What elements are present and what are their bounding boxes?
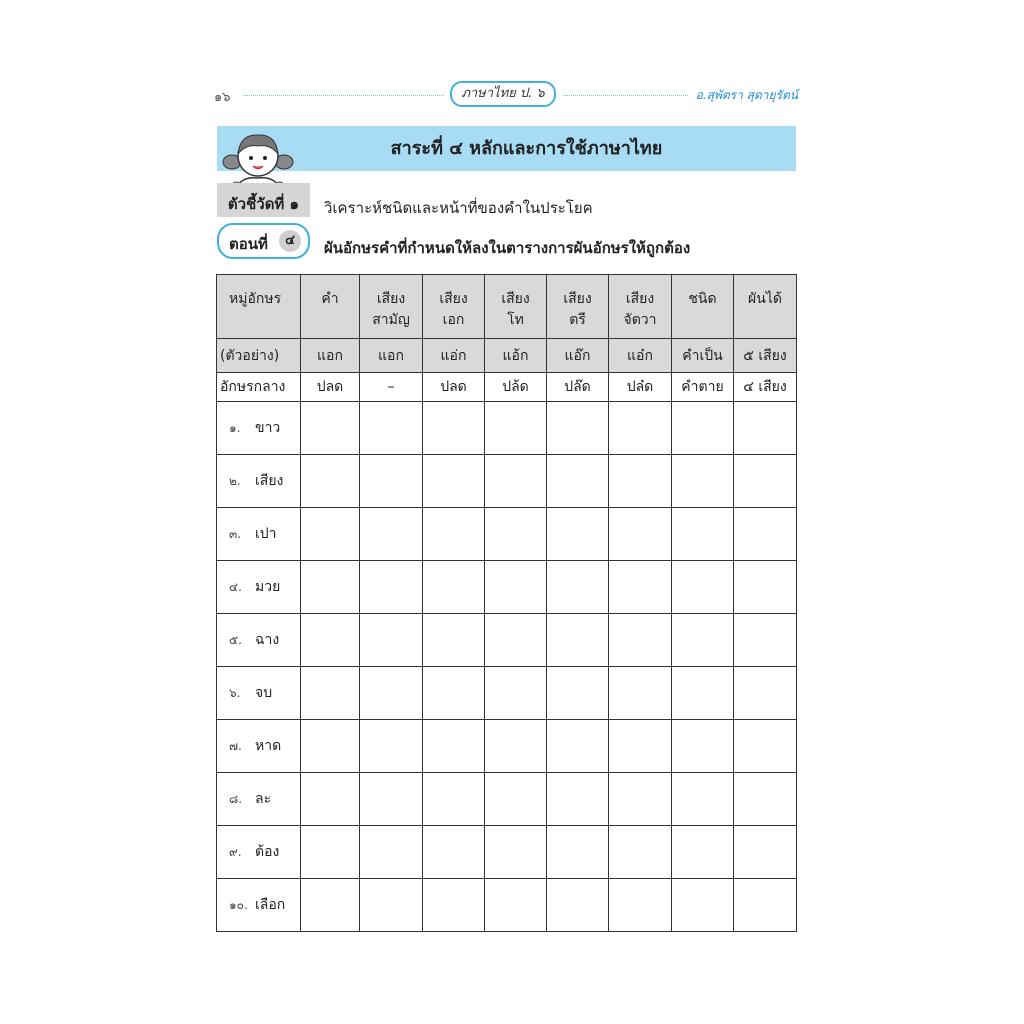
- item-word-cell: [217, 508, 301, 561]
- answer-cell[interactable]: [423, 826, 485, 879]
- dotted-rule-right: [564, 95, 688, 96]
- answer-cell[interactable]: [547, 614, 609, 667]
- answer-cell[interactable]: [423, 455, 485, 508]
- item-number: ๑.: [229, 421, 241, 435]
- answer-cell[interactable]: [423, 561, 485, 614]
- answer-cell[interactable]: [301, 561, 360, 614]
- item-number: ๑๐.: [229, 898, 248, 912]
- table-row: [217, 720, 797, 773]
- header-conjugable: ผันได้: [734, 275, 797, 339]
- answer-cell[interactable]: [734, 773, 797, 826]
- item-number: ๓.: [229, 527, 242, 541]
- strand-banner: [217, 126, 796, 171]
- answer-cell[interactable]: [609, 879, 672, 932]
- item-word-cell: [217, 720, 301, 773]
- item-number: ๙.: [229, 845, 242, 859]
- table-row: [217, 561, 797, 614]
- answer-cell[interactable]: [609, 773, 672, 826]
- answer-cell[interactable]: [609, 720, 672, 773]
- answer-cell[interactable]: [485, 455, 547, 508]
- part-instruction: ผันอักษรคำที่กำหนดให้ลงในตารางการผันอักษรให้ถูกต้อง: [324, 239, 691, 257]
- item-number: ๗.: [229, 739, 242, 753]
- answer-cell[interactable]: [485, 614, 547, 667]
- answer-cell[interactable]: [547, 879, 609, 932]
- answer-cell[interactable]: [734, 826, 797, 879]
- table-row: [217, 773, 797, 826]
- tone-conjugation-table: [216, 274, 797, 932]
- answer-cell[interactable]: [485, 508, 547, 561]
- item-word: จบ: [255, 685, 273, 701]
- answer-cell[interactable]: [485, 720, 547, 773]
- answer-cell[interactable]: [672, 720, 734, 773]
- item-word: ต้อง: [255, 844, 280, 860]
- answer-cell[interactable]: [609, 508, 672, 561]
- item-word-cell: [217, 455, 301, 508]
- answer-cell[interactable]: [360, 508, 423, 561]
- answer-cell[interactable]: [609, 667, 672, 720]
- answer-cell[interactable]: [547, 773, 609, 826]
- answer-cell[interactable]: [672, 561, 734, 614]
- answer-cell[interactable]: [547, 455, 609, 508]
- table-row: [217, 879, 797, 932]
- answer-cell[interactable]: [485, 402, 547, 455]
- item-number: ๕.: [229, 633, 242, 647]
- example-row: อักษรกลาง ปลด – ปลด ปล้ด ปล๊ด ปล๋ด คำตาย ๔ เสียง: [217, 373, 797, 402]
- table-row: [217, 614, 797, 667]
- table-row: [217, 455, 797, 508]
- answer-cell[interactable]: [672, 455, 734, 508]
- answer-cell[interactable]: [609, 561, 672, 614]
- item-number: ๒.: [229, 474, 241, 488]
- page-number: ๑๖: [214, 90, 231, 105]
- answer-cell[interactable]: [360, 773, 423, 826]
- table-row: [217, 826, 797, 879]
- answer-cell[interactable]: [485, 667, 547, 720]
- banner-title: สาระที่ ๔ หลักและการใช้ภาษาไทย: [390, 138, 663, 159]
- indicator-label: ตัวชี้วัดที่ ๑: [217, 183, 310, 217]
- item-number: ๔.: [229, 580, 242, 594]
- answer-cell[interactable]: [423, 720, 485, 773]
- answer-cell[interactable]: [609, 455, 672, 508]
- example-row: (ตัวอย่าง) แอก แอก แอ่ก แอ้ก แอ๊ก แอ๋ก คำเป็น ๕ เสียง: [217, 339, 797, 373]
- header-tri-tone: เสียง ตรี: [547, 275, 609, 339]
- answer-cell[interactable]: [423, 614, 485, 667]
- answer-cell[interactable]: [672, 508, 734, 561]
- item-word-cell: [217, 826, 301, 879]
- answer-cell[interactable]: [301, 508, 360, 561]
- answer-cell[interactable]: [423, 402, 485, 455]
- answer-cell[interactable]: [360, 614, 423, 667]
- item-word: เลือก: [255, 897, 286, 913]
- part-number: ๔: [279, 230, 301, 252]
- answer-cell[interactable]: [301, 402, 360, 455]
- item-word-cell: [217, 614, 301, 667]
- table-row: [217, 508, 797, 561]
- header-word: คำ: [301, 275, 360, 339]
- answer-cell[interactable]: [301, 826, 360, 879]
- item-word-cell: [217, 402, 301, 455]
- item-word: ขาว: [255, 420, 281, 436]
- answer-cell[interactable]: [734, 879, 797, 932]
- author-name: อ.สุพัตรา สุดายุรัตน์: [695, 88, 798, 102]
- answer-cell[interactable]: [734, 667, 797, 720]
- answer-cell[interactable]: [360, 561, 423, 614]
- answer-cell[interactable]: [734, 455, 797, 508]
- answer-cell[interactable]: [547, 826, 609, 879]
- answer-cell[interactable]: [672, 402, 734, 455]
- answer-cell[interactable]: [301, 773, 360, 826]
- answer-cell[interactable]: [734, 402, 797, 455]
- answer-cell[interactable]: [360, 667, 423, 720]
- item-word-cell: [217, 561, 301, 614]
- item-word-cell: [217, 667, 301, 720]
- answer-cell[interactable]: [547, 508, 609, 561]
- table-row: [217, 667, 797, 720]
- answer-cell[interactable]: [301, 720, 360, 773]
- answer-cell[interactable]: [485, 561, 547, 614]
- item-word-cell: [217, 879, 301, 932]
- answer-cell[interactable]: [485, 879, 547, 932]
- indicator-text: วิเคราะห์ชนิดและหน้าที่ของคำในประโยค: [324, 199, 593, 217]
- answer-cell[interactable]: [360, 402, 423, 455]
- answer-cell[interactable]: [672, 667, 734, 720]
- header-common-tone: เสียง สามัญ: [360, 275, 423, 339]
- answer-cell[interactable]: [609, 402, 672, 455]
- answer-cell[interactable]: [672, 773, 734, 826]
- header-tho-tone: เสียง โท: [485, 275, 547, 339]
- part-label: ตอนที่: [229, 235, 268, 253]
- part-badge: [217, 223, 310, 259]
- answer-cell[interactable]: [301, 667, 360, 720]
- answer-cell[interactable]: [672, 826, 734, 879]
- answer-cell[interactable]: [301, 879, 360, 932]
- answer-cell[interactable]: [609, 614, 672, 667]
- answer-cell[interactable]: [360, 720, 423, 773]
- answer-cell[interactable]: [547, 402, 609, 455]
- answer-cell[interactable]: [360, 455, 423, 508]
- item-word: ฉาง: [255, 632, 280, 648]
- table-header-row: [217, 275, 797, 339]
- item-word: ละ: [255, 791, 272, 807]
- answer-cell[interactable]: [360, 879, 423, 932]
- item-word: หาด: [255, 738, 282, 754]
- answer-cell[interactable]: [423, 879, 485, 932]
- item-number: ๖.: [229, 686, 241, 700]
- header-chattawa-tone: เสียง จัตวา: [609, 275, 672, 339]
- item-word-cell: [217, 773, 301, 826]
- answer-cell[interactable]: [734, 614, 797, 667]
- dotted-rule-left: [244, 95, 444, 96]
- item-word: มวย: [255, 579, 281, 595]
- answer-cell[interactable]: [547, 667, 609, 720]
- header-type: ชนิด: [672, 275, 734, 339]
- answer-cell[interactable]: [423, 508, 485, 561]
- answer-cell[interactable]: [547, 561, 609, 614]
- answer-cell[interactable]: [485, 773, 547, 826]
- answer-cell[interactable]: [734, 561, 797, 614]
- header-ek-tone: เสียง เอก: [423, 275, 485, 339]
- item-word: เสียง: [255, 473, 284, 489]
- answer-cell[interactable]: [734, 720, 797, 773]
- answer-cell[interactable]: [360, 826, 423, 879]
- answer-cell[interactable]: [672, 614, 734, 667]
- answer-cell[interactable]: [547, 720, 609, 773]
- answer-cell[interactable]: [609, 826, 672, 879]
- answer-cell[interactable]: [423, 667, 485, 720]
- answer-cell[interactable]: [301, 614, 360, 667]
- answer-cell[interactable]: [423, 773, 485, 826]
- header-letter-group: หมู่อักษร: [217, 275, 301, 339]
- answer-cell[interactable]: [485, 826, 547, 879]
- page-header: [214, 84, 798, 106]
- answer-cell[interactable]: [301, 455, 360, 508]
- answer-cell[interactable]: [672, 879, 734, 932]
- answer-cell[interactable]: [734, 508, 797, 561]
- item-number: ๘.: [229, 792, 243, 806]
- table-row: [217, 402, 797, 455]
- item-word: เปา: [255, 526, 277, 542]
- book-title: ภาษาไทย ป. ๖: [450, 81, 556, 107]
